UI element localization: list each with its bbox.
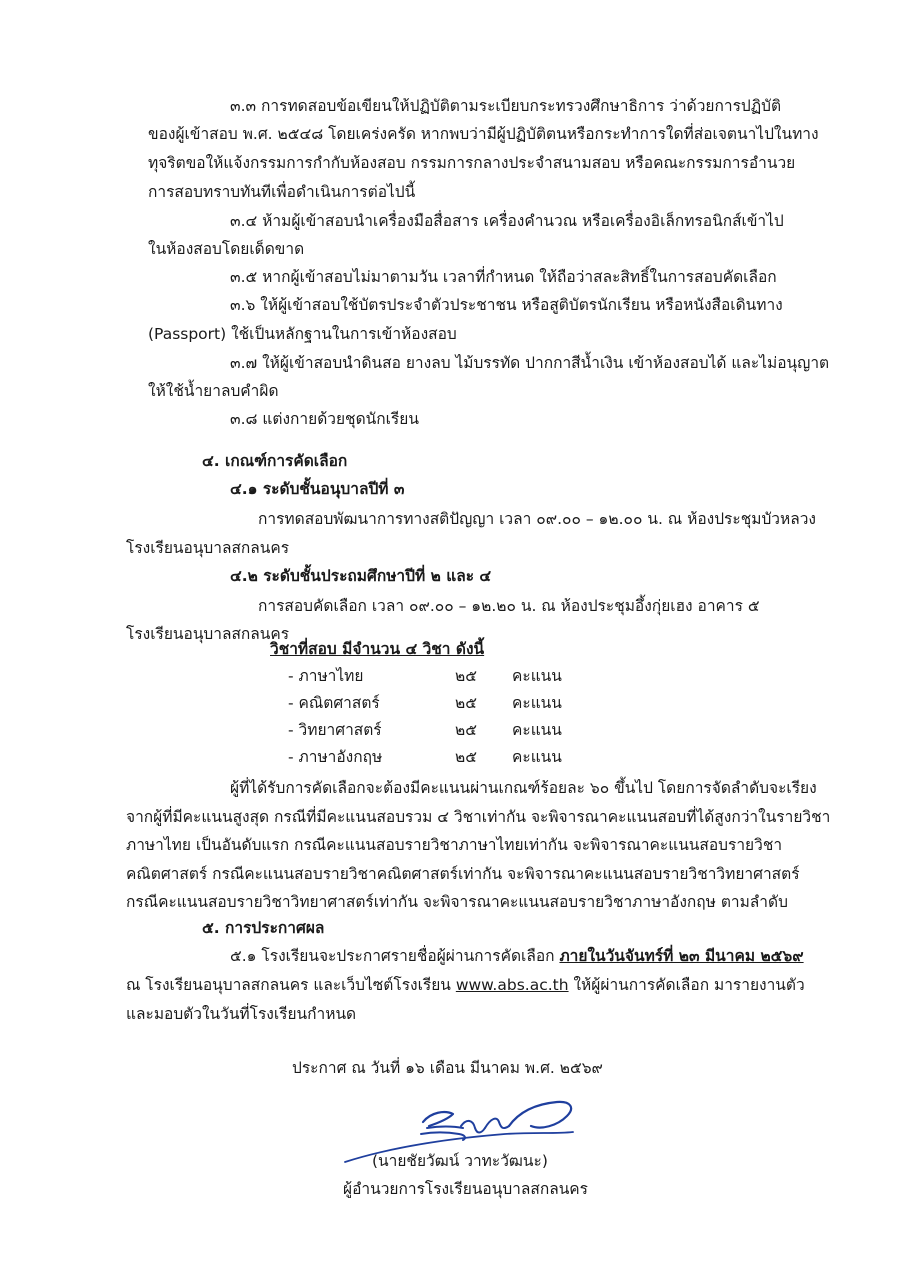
location-text: ณ โรงเรียนอนุบาลสกลนคร และเว็บไซต์โรงเรียน (126, 976, 456, 994)
s3-7-line1: ๓.๗ ให้ผู้เข้าสอบนำดินสอ ยางลบ ไม้บรรทัด ปากกาสีน้ำเงิน เข้าห้องสอบได้ และไม่อนุญาต (230, 354, 830, 372)
signer-title: ผู้อำนวยการโรงเรียนอนุบาลสกลนคร (343, 1180, 588, 1198)
s3-3-line2: ของผู้เข้าสอบ พ.ศ. ๒๕๔๘ โดยเคร่งครัด หากพบว่ามีผู้ปฏิบัติตนหรือกระทำการใดที่ส่อเจตนาไปในทาง (148, 125, 819, 143)
section-5-heading: ๕. การประกาศผล (202, 919, 325, 937)
section-4-1-line2: โรงเรียนอนุบาลสกลนคร (126, 539, 290, 557)
subject-unit: คะแนน (512, 721, 562, 739)
s3-6-line1: ๓.๖ ให้ผู้เข้าสอบใช้บัตรประจำตัวประชาชน หรือสูติบัตรนักเรียน หรือหนังสือเดินทาง (230, 296, 783, 314)
criteria-line2: จากผู้ที่มีคะแนนสูงสุด กรณีที่มีคะแนนสอบรวม ๔ วิชาเท่ากัน จะพิจารณาคะแนนสอบที่ได้สูงกว่าในรายวิชา (126, 808, 831, 826)
s3-6-line2: (Passport) ใช้เป็นหลักฐานในการเข้าห้องสอบ (148, 325, 457, 343)
signer-name: (นายชัยวัฒน์ วาทะวัฒนะ) (372, 1152, 548, 1170)
subject-unit: คะแนน (512, 748, 562, 766)
subject-score: ๒๕ (455, 721, 477, 739)
subject-name: - วิทยาศาสตร์ (288, 721, 382, 739)
subject-score: ๒๕ (455, 748, 477, 766)
criteria-line1: ผู้ที่ได้รับการคัดเลือกจะต้องมีคะแนนผ่านเกณฑ์ร้อยละ ๖๐ ขึ้นไป โดยการจัดลำดับจะเรียง (230, 779, 817, 797)
s3-3-line3: ทุจริตขอให้แจ้งกรรมการกำกับห้องสอบ กรรมการกลางประจำสนามสอบ หรือคณะกรรมการอำนวย (148, 154, 796, 172)
subject-score: ๒๕ (455, 694, 477, 712)
section-4-2-line1: การสอบคัดเลือก เวลา ๐๙.๐๐ – ๑๒.๒๐ น. ณ ห้องประชุมอึ้งกุ่ยเฮง อาคาร ๕ (258, 597, 760, 615)
report-text: ให้ผู้ผ่านการคัดเลือก มารายงานตัว (568, 976, 805, 994)
subject-unit: คะแนน (512, 694, 562, 712)
s3-3-line4: การสอบทราบทันทีเพื่อดำเนินการต่อไปนี้ (148, 183, 416, 201)
subject-name: - คณิตศาสตร์ (288, 694, 380, 712)
s3-3-line1: ๓.๓ การทดสอบข้อเขียนให้ปฏิบัติตามระเบียบกระทรวงศึกษาธิการ ว่าด้วยการปฏิบัติ (230, 97, 782, 115)
section-4-heading: ๔. เกณฑ์การคัดเลือก (202, 452, 348, 470)
criteria-line3: ภาษาไทย เป็นอันดับแรก กรณีคะแนนสอบรายวิชาภาษาไทยเท่ากัน จะพิจารณาคะแนนสอบรายวิชา (126, 836, 783, 854)
section-4-1-line1: การทดสอบพัฒนาการทางสติปัญญา เวลา ๐๙.๐๐ – ๑๒.๐๐ น. ณ ห้องประชุมบัวหลวง (258, 510, 816, 528)
subject-name: - ภาษาอังกฤษ (288, 748, 383, 766)
section-4-1-heading: ๔.๑ ระดับชั้นอนุบาลปีที่ ๓ (230, 480, 405, 498)
s3-5-line1: ๓.๕ หากผู้เข้าสอบไม่มาตามวัน เวลาที่กำหนด ให้ถือว่าสละสิทธิ์ในการสอบคัดเลือก (230, 268, 777, 286)
subject-unit: คะแนน (512, 667, 562, 685)
s3-4-line2: ในห้องสอบโดยเด็ดขาด (148, 240, 305, 258)
subject-name: - ภาษาไทย (288, 667, 364, 685)
subjects-heading: วิชาที่สอบ มีจำนวน ๔ วิชา ดังนี้ (270, 640, 485, 658)
subject-score: ๒๕ (455, 667, 477, 685)
criteria-line5: กรณีคะแนนสอบรายวิชาวิทยาศาสตร์เท่ากัน จะพิจารณาคะแนนสอบรายวิชาภาษาอังกฤษ ตามลำดับ (126, 893, 788, 911)
s3-8-line1: ๓.๘ แต่งกายด้วยชุดนักเรียน (230, 410, 419, 428)
announce-date: ภายในวันจันทร์ที่ ๒๓ มีนาคม ๒๕๖๙ (559, 947, 804, 965)
announce-intro: ๕.๑ โรงเรียนจะประกาศรายชื่อผู้ผ่านการคัดเลือก (230, 947, 560, 965)
section-5-1-line2 (126, 974, 805, 996)
section-4-2-heading: ๔.๒ ระดับชั้นประถมศึกษาปีที่ ๒ และ ๔ (230, 567, 492, 585)
section-5-1-line3: และมอบตัวในวันที่โรงเรียนกำหนด (126, 1005, 357, 1023)
criteria-line4: คณิตศาสตร์ กรณีคะแนนสอบรายวิชาคณิตศาสตร์เท่ากัน จะพิจารณาคะแนนสอบรายวิชาวิทยาศาสตร์ (126, 865, 800, 883)
s3-7-line2: ให้ใช้น้ำยาลบคำผิด (148, 382, 279, 400)
announce-date-line: ประกาศ ณ วันที่ ๑๖ เดือน มีนาคม พ.ศ. ๒๕๖๙ (292, 1059, 603, 1077)
website-link[interactable]: www.abs.ac.th (455, 976, 569, 994)
section-4-2-line2: โรงเรียนอนุบาลสกลนคร (126, 625, 290, 643)
section-5-1-line1 (230, 945, 804, 967)
s3-4-line1: ๓.๔ ห้ามผู้เข้าสอบนำเครื่องมือสื่อสาร เครื่องคำนวณ หรือเครื่องอิเล็กทรอนิกส์เข้าไป (230, 212, 784, 230)
